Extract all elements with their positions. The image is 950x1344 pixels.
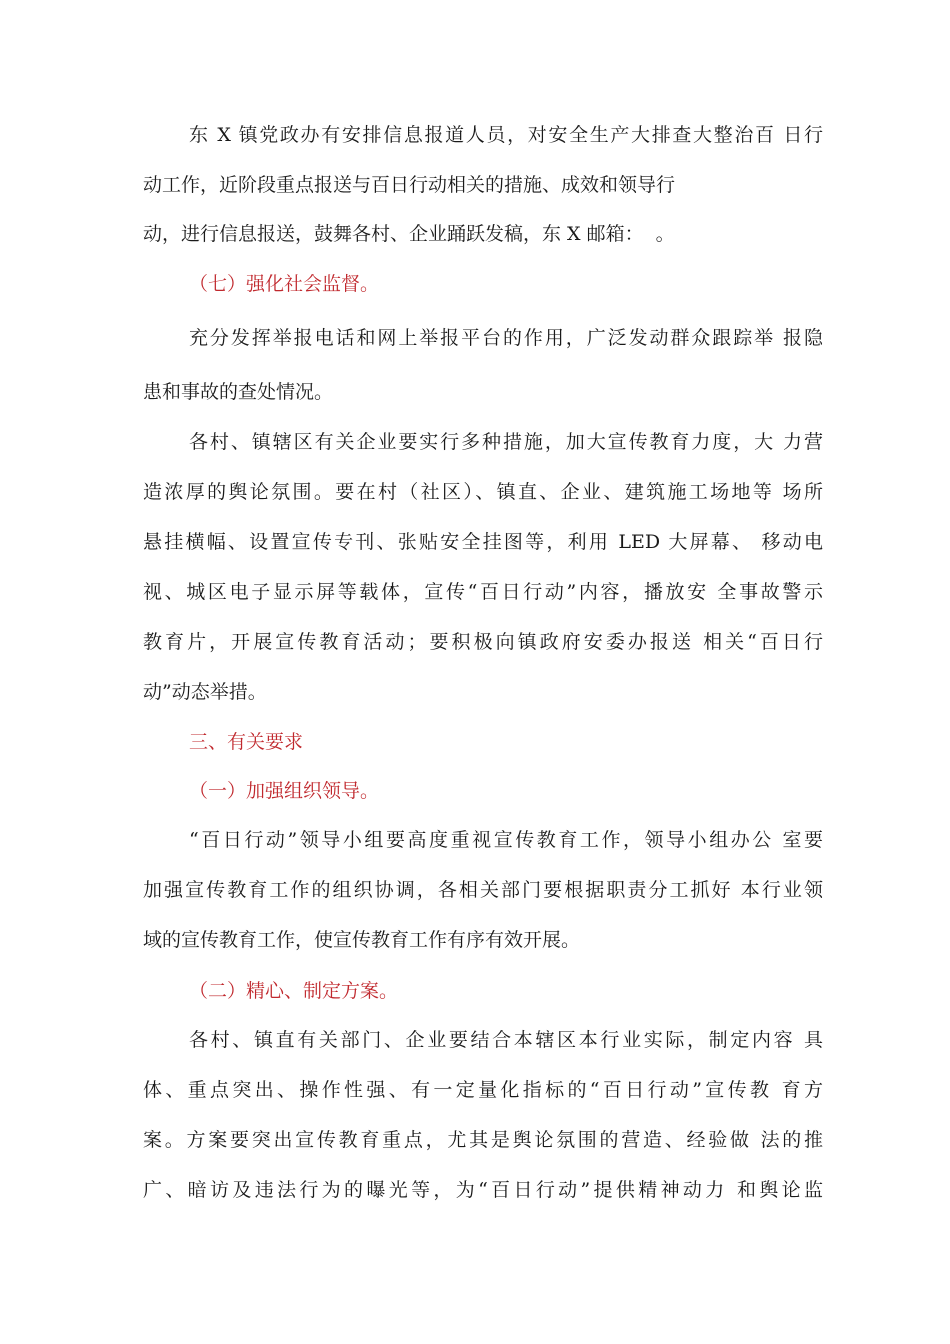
paragraph-line: 动，进行信息报送，鼓舞各村、企业踊跃发稿，东 X 邮箱： 。	[143, 223, 675, 245]
subsection-heading: （二）精心、制定方案。	[189, 980, 399, 1002]
paragraph-line: 教育片，开展宣传教育活动；要积极向镇政府安委办报送 相关“百日行	[143, 631, 823, 653]
section-heading: （七）强化社会监督。	[189, 273, 380, 295]
paragraph-line: 广、暗访及违法行为的曝光等，为“百日行动”提供精神动力 和舆论监	[143, 1179, 823, 1201]
paragraph-line: 域的宣传教育工作，使宣传教育工作有序有效开展。	[143, 929, 581, 951]
paragraph-line: 动”动态举措。	[143, 681, 267, 703]
paragraph-line: 患和事故的查处情况。	[143, 381, 334, 403]
paragraph-line: 东 X 镇党政办有安排信息报道人员，对安全生产大排查大整治百 日行	[189, 124, 823, 146]
paragraph-line: 加强宣传教育工作的组织协调，各相关部门要根据职责分工抓好 本行业领	[143, 879, 823, 901]
subsection-heading: （一）加强组织领导。	[189, 780, 380, 802]
paragraph-line: 体、重点突出、操作性强、有一定量化指标的“百日行动”宣传教 育方	[143, 1079, 823, 1101]
paragraph-line: 造浓厚的舆论氛围。要在村（社区）、镇直、企业、建筑施工场地等 场所	[143, 481, 823, 503]
paragraph-line: 案。方案要突出宣传教育重点，尤其是舆论氛围的营造、经验做 法的推	[143, 1129, 823, 1151]
paragraph-line: 动工作，近阶段重点报送与百日行动相关的措施、成效和领导行	[143, 174, 676, 196]
paragraph-line: 视、城区电子显示屏等载体，宣传“百日行动”内容，播放安 全事故警示	[143, 581, 823, 603]
paragraph-line: “百日行动”领导小组要高度重视宣传教育工作，领导小组办公 室要	[189, 829, 823, 851]
paragraph-line: 悬挂横幅、设置宣传专刊、张贴安全挂图等，利用 LED 大屏幕、 移动电	[143, 531, 823, 553]
paragraph-line: 充分发挥举报电话和网上举报平台的作用，广泛发动群众跟踪举 报隐	[189, 327, 823, 349]
paragraph-line: 各村、镇辖区有关企业要实行多种措施，加大宣传教育力度，大 力营	[189, 431, 823, 453]
section-heading: 三、有关要求	[189, 731, 304, 753]
paragraph-line: 各村、镇直有关部门、企业要结合本辖区本行业实际，制定内容 具	[189, 1029, 823, 1051]
